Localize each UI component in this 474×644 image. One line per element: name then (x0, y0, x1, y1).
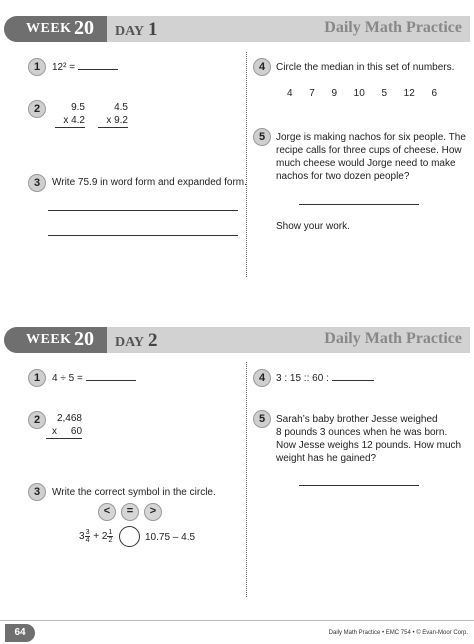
text-line: Jorge is making nachos for six people. The (276, 132, 466, 143)
question-2-number: 2 (28, 100, 46, 118)
question-1-text: 4 ÷ 5 = (52, 373, 86, 384)
question-5-text (276, 413, 461, 465)
question-5-number: 5 (253, 410, 271, 428)
question-1-text: 12² = (52, 62, 78, 73)
question-4-text: 3 : 15 :: 60 : (276, 373, 332, 384)
section-title: Daily Math Practice (324, 330, 462, 347)
answer-line[interactable] (48, 210, 238, 211)
fraction: $\frac{3}{4}$ (85, 529, 90, 544)
less-than-symbol[interactable]: < (98, 503, 116, 521)
answer-circle[interactable] (119, 526, 140, 547)
day-number: 2 (148, 330, 158, 351)
question-4-text: Circle the median in this set of numbers. (276, 62, 455, 73)
text-line: recipe calls for three cups of cheese. How (276, 145, 462, 156)
text-line: nachos for two dozen people? (276, 171, 410, 182)
question-4 (276, 372, 374, 385)
day-label: DAY (115, 335, 145, 350)
answer-blank[interactable] (86, 372, 136, 381)
week-label: WEEK (26, 332, 72, 347)
text-line: Sarah’s baby brother Jesse weighed (276, 414, 438, 425)
answer-line[interactable] (299, 485, 419, 486)
week-number: 20 (74, 328, 94, 350)
number-item[interactable]: 12 (403, 88, 415, 99)
column-divider (246, 52, 247, 277)
factor-bottom: x 4.2 (55, 114, 85, 128)
day1-banner (4, 16, 470, 42)
multiplication-a (55, 101, 85, 128)
answer-line[interactable] (299, 204, 419, 205)
question-3-text: Write the correct symbol in the circle. (52, 487, 216, 498)
equals-symbol[interactable]: = (121, 503, 139, 521)
question-5-number: 5 (253, 128, 271, 146)
text-line: much cheese would Jorge need to make (276, 158, 456, 169)
week-badge (4, 16, 107, 42)
factor-bottom: x 60 (46, 425, 82, 439)
day2-banner (4, 327, 470, 353)
text-line: 8 pounds 3 ounces when he was born. (276, 427, 448, 438)
question-3-number: 3 (28, 483, 46, 501)
comparison-right: 10.75 – 4.5 (145, 532, 196, 543)
greater-than-symbol[interactable]: > (144, 503, 162, 521)
fraction: $\frac{1}{2}$ (108, 529, 113, 544)
answer-blank[interactable] (332, 372, 374, 381)
question-1-number: 1 (28, 369, 46, 387)
whole-number: 3 (79, 531, 85, 543)
text-line: weight has he gained? (276, 453, 377, 464)
question-3-text: Write 75.9 in word form and expanded form. (52, 177, 247, 188)
footer-credit: Daily Math Practice • EMC 754 • © Evan-Moor Corp. (328, 630, 468, 636)
question-4-number: 4 (253, 369, 271, 387)
day-heading (115, 19, 158, 41)
multiplication-b (98, 101, 128, 128)
day-number: 1 (148, 19, 158, 40)
number-item[interactable]: 4 (287, 88, 293, 99)
day-heading (115, 330, 158, 352)
page-footer (0, 620, 474, 644)
number-item[interactable]: 9 (331, 88, 337, 99)
factor-top: 2,468 (56, 413, 82, 424)
week-badge (4, 327, 107, 353)
question-1-number: 1 (28, 58, 46, 76)
comparison-left (79, 529, 113, 545)
number-item[interactable]: 6 (431, 88, 437, 99)
factor-top: 9.5 (71, 102, 85, 113)
number-set (287, 87, 437, 100)
question-1 (52, 372, 136, 385)
show-your-work: Show your work. (276, 221, 350, 232)
question-1 (52, 61, 118, 74)
week-label: WEEK (26, 21, 72, 36)
factor-bottom: x 9.2 (98, 114, 128, 128)
week-number: 20 (74, 17, 94, 39)
page-number: 64 (5, 624, 35, 642)
section-title: Daily Math Practice (324, 19, 462, 36)
question-3-number: 3 (28, 174, 46, 192)
answer-blank[interactable] (78, 61, 118, 70)
question-4-number: 4 (253, 58, 271, 76)
plus-term: + 2 (93, 531, 108, 543)
day-label: DAY (115, 24, 145, 39)
answer-line[interactable] (48, 235, 238, 236)
number-item[interactable]: 10 (353, 88, 365, 99)
multiplication (46, 412, 82, 439)
number-item[interactable]: 7 (309, 88, 315, 99)
number-item[interactable]: 5 (381, 88, 387, 99)
column-divider (246, 362, 247, 597)
question-5-text (276, 131, 466, 183)
question-2-number: 2 (28, 411, 46, 429)
factor-top: 4.5 (114, 102, 128, 113)
text-line: Now Jesse weighs 12 pounds. How much (276, 440, 462, 451)
